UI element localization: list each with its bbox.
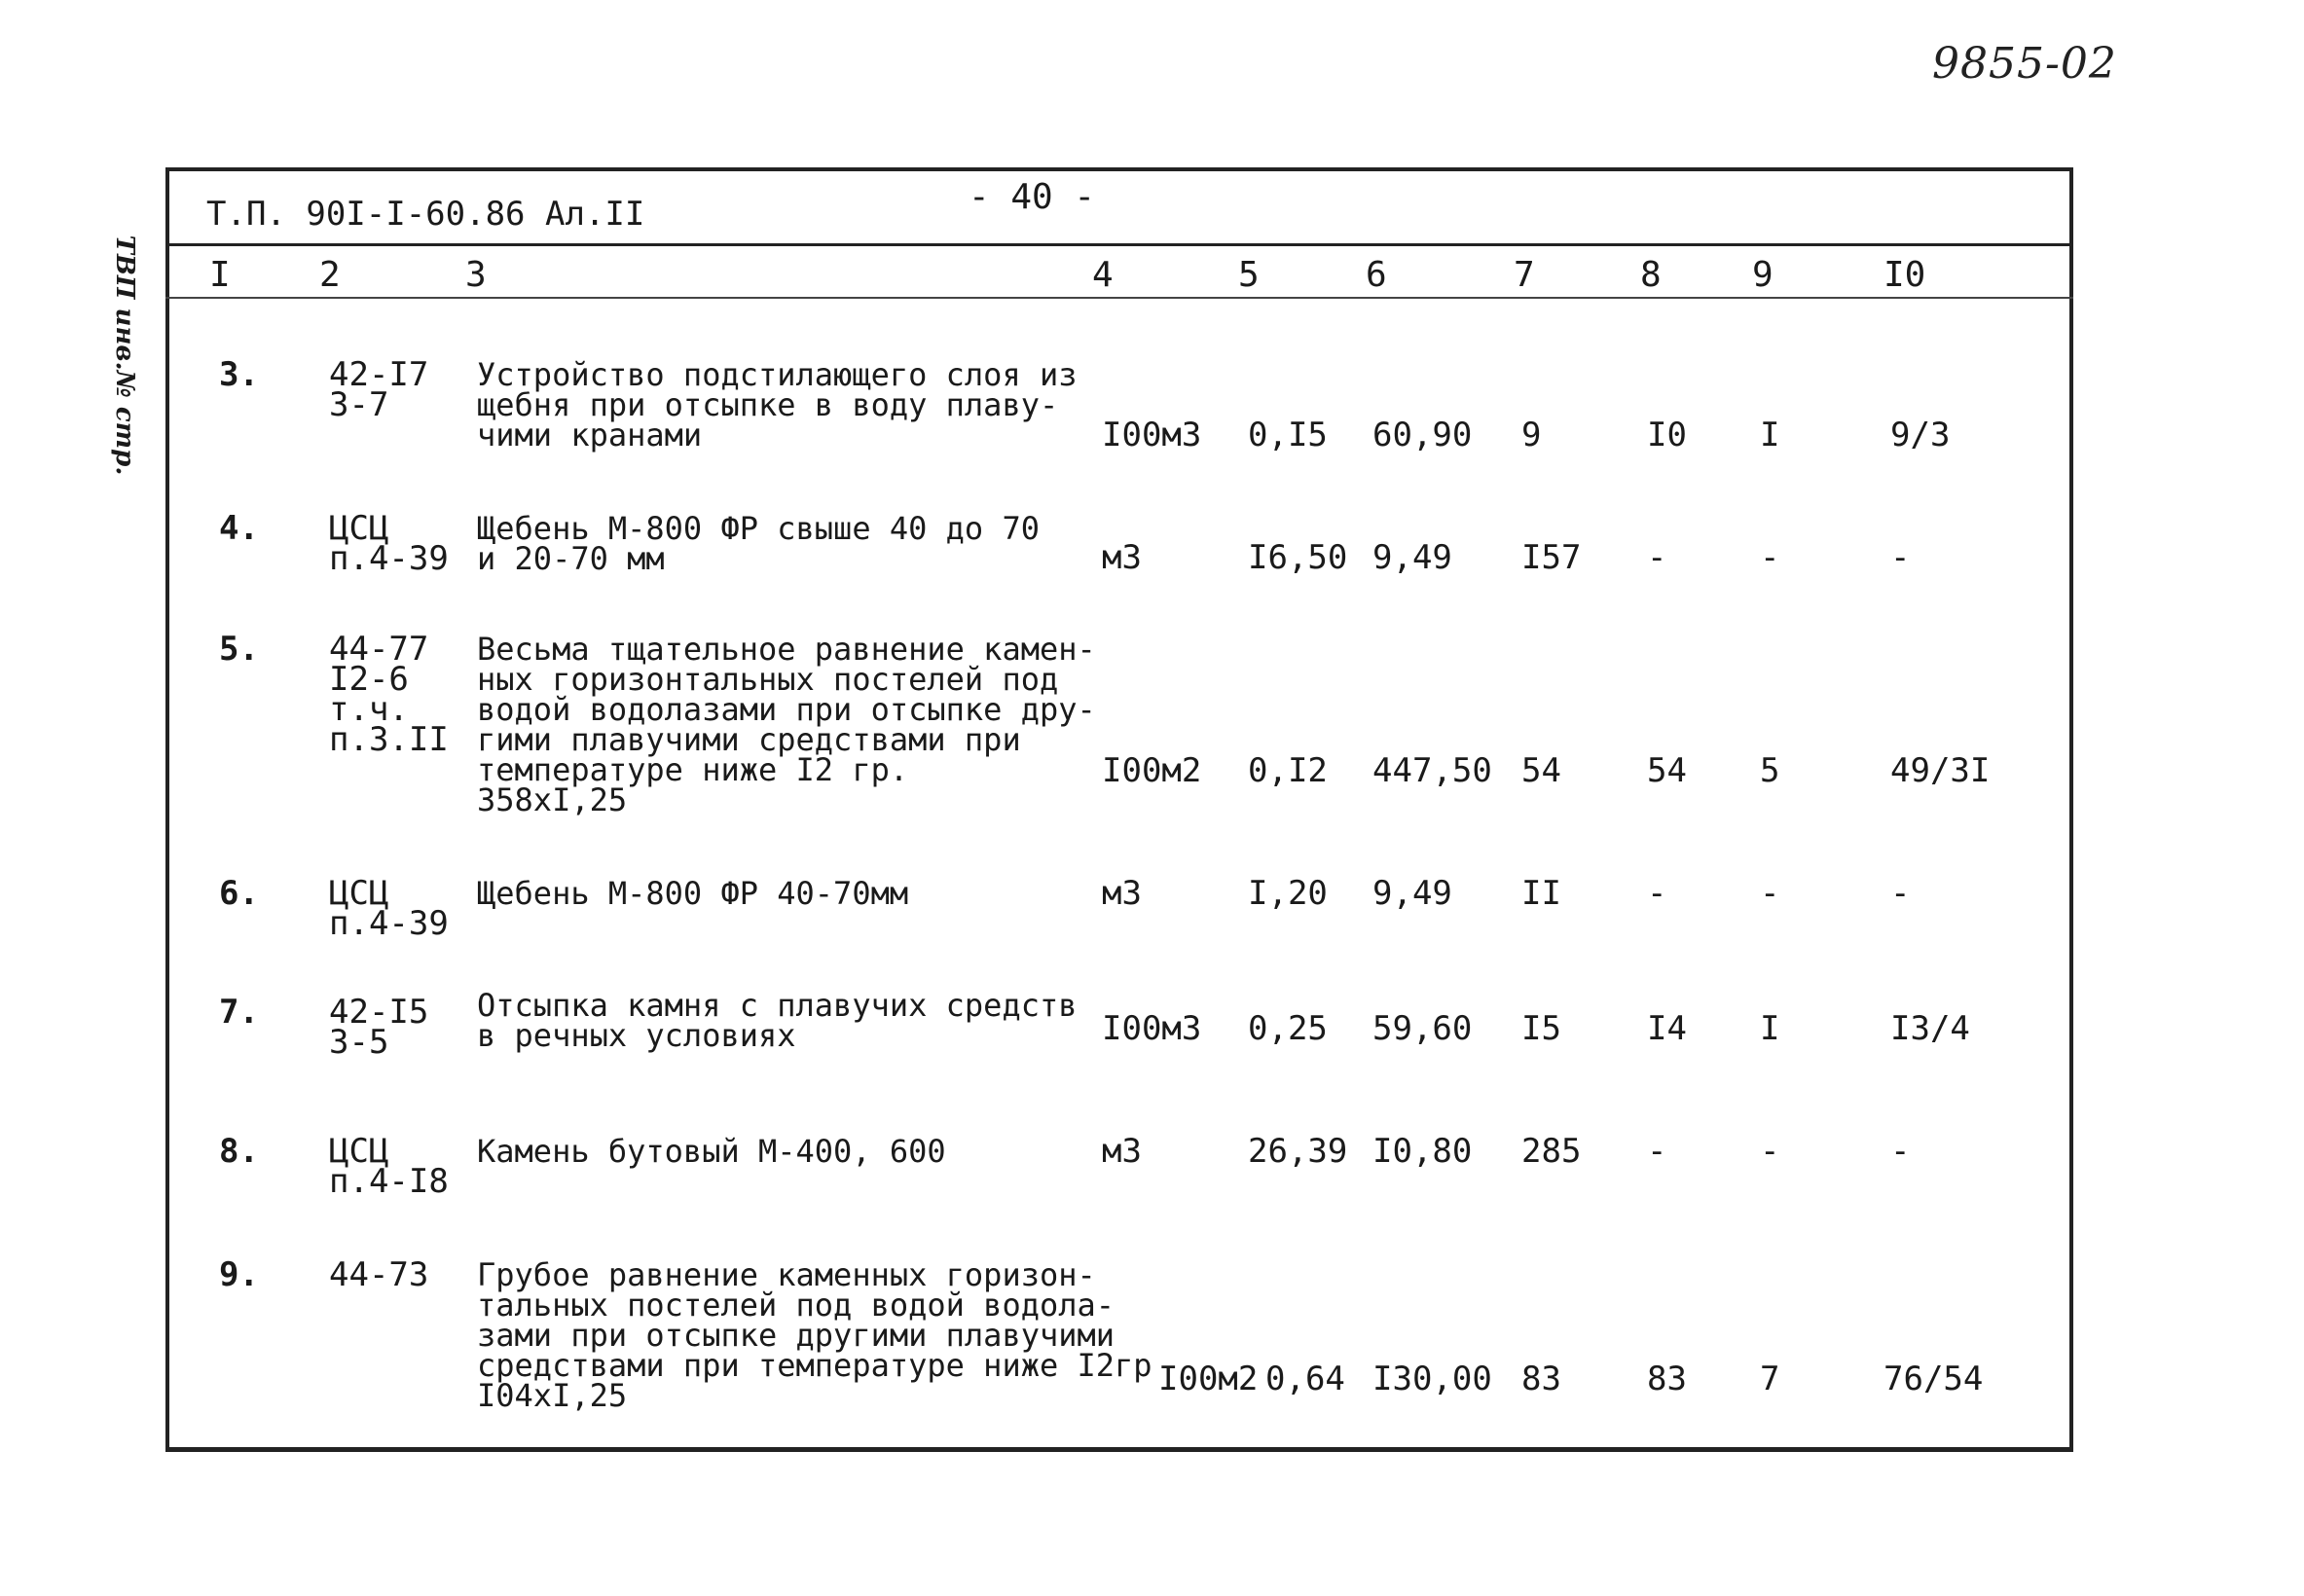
quantity: 0,I2 <box>1248 751 1328 790</box>
quantity: 0,I5 <box>1248 416 1328 454</box>
column-number: I <box>209 255 231 295</box>
column-8-value: - <box>1647 874 1667 913</box>
column-number: 5 <box>1238 255 1260 295</box>
page-number: - 40 - <box>969 177 1096 217</box>
column-8-value: I4 <box>1647 1009 1687 1048</box>
total-cost: 285 <box>1521 1132 1582 1171</box>
unit-price: 9,49 <box>1372 538 1452 577</box>
column-10-value: 9/3 <box>1890 416 1951 454</box>
column-10-value: - <box>1890 874 1911 913</box>
column-number: 3 <box>465 255 487 295</box>
unit-price: 9,49 <box>1372 874 1452 913</box>
row-number: 5. <box>219 630 259 669</box>
quantity: 26,39 <box>1248 1132 1348 1171</box>
column-9-value: - <box>1760 874 1780 913</box>
norm-code: 42-I7 3-7 <box>329 355 429 424</box>
column-10-value: 49/3I <box>1890 751 1991 790</box>
column-8-value: - <box>1647 538 1667 577</box>
work-description: Весьма тщательное равнение камен- ных горизонтальных постелей под водой водолазами при отсыпке дру- гими плавучими средствами при температуре ниже I2 гр. 358хI,25 <box>477 631 1096 818</box>
unit: I00м3 <box>1102 1009 1202 1048</box>
column-10-value: 76/54 <box>1883 1360 1984 1398</box>
norm-code: ЦСЦ п.4-39 <box>329 509 449 578</box>
column-9-value: 5 <box>1760 751 1780 790</box>
row-number: 4. <box>219 509 259 548</box>
total-cost: 9 <box>1521 416 1542 454</box>
unit: м3 <box>1102 1132 1142 1171</box>
column-8-value: - <box>1647 1132 1667 1171</box>
column-10-value: - <box>1890 1132 1911 1171</box>
norm-code: 42-I5 3-5 <box>329 993 429 1062</box>
norm-code: ЦСЦ п.4-39 <box>329 874 449 943</box>
unit: I00м3 <box>1102 416 1202 454</box>
column-number: 7 <box>1514 255 1535 295</box>
column-9-value: I <box>1760 1009 1780 1048</box>
quantity: 0,25 <box>1248 1009 1328 1048</box>
column-10-value: - <box>1890 538 1911 577</box>
norm-code: ЦСЦ п.4-I8 <box>329 1132 449 1201</box>
row-number: 3. <box>219 355 259 394</box>
column-number: 9 <box>1752 255 1774 295</box>
row-number: 7. <box>219 993 259 1032</box>
column-number: I0 <box>1883 255 1926 295</box>
work-description: Устройство подстилающего слоя из щебня при отсыпке в воду плаву- чими кранами <box>477 356 1078 453</box>
side-stamp <box>105 190 144 521</box>
unit: м3 <box>1102 874 1142 913</box>
row-number: 9. <box>219 1255 259 1294</box>
quantity: I6,50 <box>1248 538 1348 577</box>
column-number: 8 <box>1640 255 1662 295</box>
header-divider <box>165 243 2073 246</box>
unit: I00м2 <box>1158 1360 1259 1398</box>
total-cost: I5 <box>1521 1009 1561 1048</box>
column-number: 2 <box>319 255 341 295</box>
unit-price: 60,90 <box>1372 416 1473 454</box>
row-number: 8. <box>219 1132 259 1171</box>
work-description: Камень бутовый М-400, 600 <box>477 1133 946 1170</box>
column-9-value: I <box>1760 416 1780 454</box>
total-cost: 54 <box>1521 751 1561 790</box>
column-number: 6 <box>1366 255 1387 295</box>
unit-price: 59,60 <box>1372 1009 1473 1048</box>
unit: м3 <box>1102 538 1142 577</box>
column-9-value: 7 <box>1760 1360 1780 1398</box>
row-number: 6. <box>219 874 259 913</box>
column-9-value: - <box>1760 1132 1780 1171</box>
work-description: Щебень М-800 ФР свыше 40 до 70 и 20-70 мм <box>477 510 1040 577</box>
column-number: 4 <box>1092 255 1114 295</box>
norm-code: 44-77 I2-6 т.ч. п.3.II <box>329 630 449 759</box>
column-header-divider <box>165 297 2073 299</box>
column-8-value: I0 <box>1647 416 1687 454</box>
column-10-value: I3/4 <box>1890 1009 1970 1048</box>
work-description: Отсыпка камня с плавучих средств в речных условиях <box>477 987 1078 1054</box>
total-cost: 83 <box>1521 1360 1561 1398</box>
column-8-value: 54 <box>1647 751 1687 790</box>
document-reference: Т.П. 90I-I-60.86 Ал.II <box>206 195 645 234</box>
norm-code: 44-73 <box>329 1255 429 1294</box>
unit-price: I30,00 <box>1372 1360 1492 1398</box>
total-cost: I57 <box>1521 538 1582 577</box>
work-description: Грубое равнение каменных горизон- тальных постелей под водой водола- зами при отсыпке другими плавучими средствами при температуре ниже I2гр I04хI,25 <box>477 1256 1152 1414</box>
side-stamp-text: ТВП инв.№ стр. <box>110 235 139 476</box>
total-cost: II <box>1521 874 1561 913</box>
unit: I00м2 <box>1102 751 1202 790</box>
sheet-frame <box>165 167 2073 1452</box>
column-9-value: - <box>1760 538 1780 577</box>
work-description: Щебень М-800 ФР 40-70мм <box>477 875 909 912</box>
column-8-value: 83 <box>1647 1360 1687 1398</box>
unit-price: I0,80 <box>1372 1132 1473 1171</box>
handwritten-code: 9855-02 <box>1932 39 2117 89</box>
quantity: 0,64 <box>1265 1360 1345 1398</box>
quantity: I,20 <box>1248 874 1328 913</box>
unit-price: 447,50 <box>1372 751 1492 790</box>
